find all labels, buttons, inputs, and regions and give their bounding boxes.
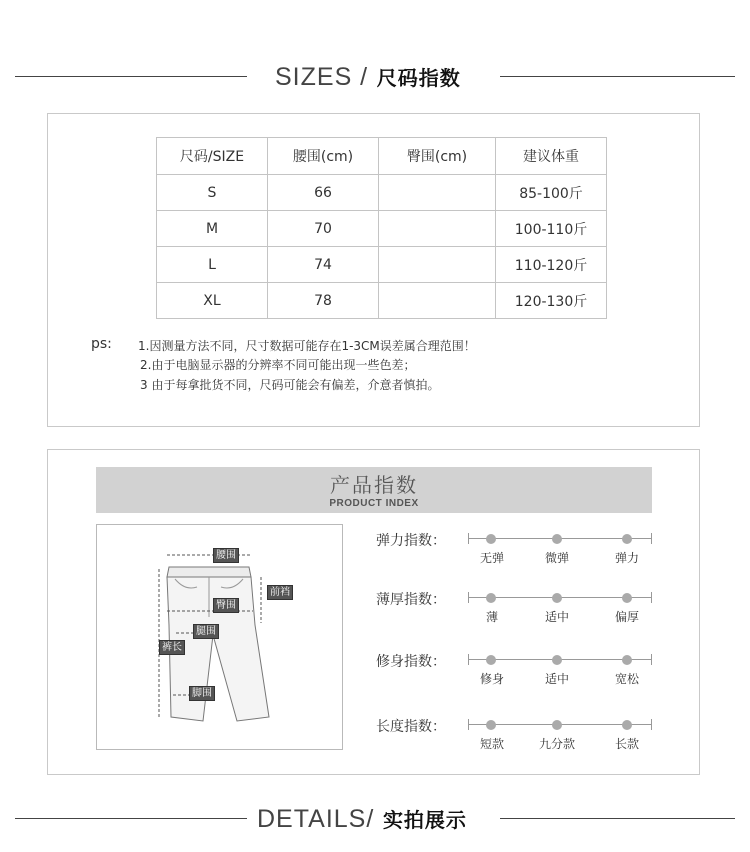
option-label: 适中	[544, 610, 570, 624]
scale-dot	[622, 593, 632, 603]
scale-dot	[622, 720, 632, 730]
cell-weight: 100-110斤	[496, 211, 607, 247]
note-line-1: 1.因测量方法不同，尺寸数据可能存在1-3CM误差属合理范围！	[138, 339, 476, 353]
cell-hip	[379, 247, 496, 283]
elasticity-scale	[468, 533, 652, 545]
option-label: 适中	[544, 672, 570, 686]
thigh-label: 腿围	[193, 624, 219, 639]
header-waist: 腰围(cm)	[268, 138, 379, 175]
size-table	[156, 137, 607, 319]
notes-label: ps:	[91, 336, 112, 352]
pants-diagram-frame	[96, 524, 343, 750]
option-label: 宽松	[614, 672, 640, 686]
details-rule-right	[500, 818, 735, 819]
option-label: 微弹	[544, 551, 570, 565]
sizes-section-title	[275, 62, 461, 92]
scale-dot	[486, 593, 496, 603]
scale-dot	[552, 534, 562, 544]
details-section-title	[257, 804, 467, 834]
details-title-en: DETAILS/	[257, 805, 375, 833]
thickness-index-label: 薄厚指数：	[376, 592, 446, 608]
scale-dot	[552, 593, 562, 603]
header-weight: 建议体重	[496, 138, 607, 175]
option-label: 偏厚	[614, 610, 640, 624]
sizes-rule-right	[500, 76, 735, 77]
fit-scale	[468, 654, 652, 666]
elasticity-index-label: 弹力指数：	[376, 533, 446, 549]
sizes-title-cn: 尺码指数	[376, 66, 461, 90]
fit-index-label: 修身指数：	[376, 654, 446, 670]
product-index-title-cn: 产品指数	[330, 473, 418, 497]
cell-hip	[379, 283, 496, 319]
option-label: 短款	[479, 737, 505, 751]
scale-dot	[486, 720, 496, 730]
cell-size: S	[157, 175, 268, 211]
option-label: 无弹	[479, 551, 505, 565]
scale-dot	[552, 655, 562, 665]
cell-weight: 120-130斤	[496, 283, 607, 319]
table-row	[157, 247, 607, 283]
product-index-title-en: PRODUCT INDEX	[329, 498, 419, 509]
option-label: 弹力	[614, 551, 640, 565]
table-row	[157, 283, 607, 319]
cell-size: M	[157, 211, 268, 247]
option-label: 薄	[485, 610, 499, 624]
option-label: 九分款	[538, 737, 576, 751]
table-row	[157, 175, 607, 211]
scale-dot	[486, 655, 496, 665]
note-line-3: 3 由于每拿批货不同，尺码可能会有偏差，介意者慎拍。	[140, 378, 440, 392]
length-scale	[468, 719, 652, 731]
sizes-rule-left	[15, 76, 247, 77]
header-hip: 臀围(cm)	[379, 138, 496, 175]
hip-label: 臀围	[213, 598, 239, 613]
details-title-cn: 实拍展示	[382, 808, 467, 832]
cell-waist: 66	[268, 175, 379, 211]
sizes-title-en: SIZES /	[275, 63, 369, 91]
cell-weight: 85-100斤	[496, 175, 607, 211]
header-size: 尺码/SIZE	[157, 138, 268, 175]
cell-hip	[379, 175, 496, 211]
table-row	[157, 211, 607, 247]
cell-size: L	[157, 247, 268, 283]
front-rise-label: 前裆	[267, 585, 293, 600]
cell-weight: 110-120斤	[496, 247, 607, 283]
product-index-panel	[47, 449, 700, 775]
cell-waist: 70	[268, 211, 379, 247]
thickness-scale	[468, 592, 652, 604]
option-label: 修身	[479, 672, 505, 686]
option-label: 长款	[614, 737, 640, 751]
size-chart-panel	[47, 113, 700, 427]
cell-waist: 74	[268, 247, 379, 283]
details-rule-left	[15, 818, 247, 819]
cell-hip	[379, 211, 496, 247]
scale-dot	[552, 720, 562, 730]
waist-label: 腰围	[213, 548, 239, 563]
table-header-row	[157, 138, 607, 175]
length-index-label: 长度指数：	[376, 719, 446, 735]
cell-waist: 78	[268, 283, 379, 319]
hem-label: 脚围	[189, 686, 215, 701]
scale-dot	[486, 534, 496, 544]
scale-dot	[622, 655, 632, 665]
cell-size: XL	[157, 283, 268, 319]
scale-dot	[622, 534, 632, 544]
note-line-2: 2.由于电脑显示器的分辨率不同可能出现一些色差；	[140, 358, 416, 372]
length-label: 裤长	[159, 640, 185, 655]
product-index-header	[96, 467, 652, 513]
